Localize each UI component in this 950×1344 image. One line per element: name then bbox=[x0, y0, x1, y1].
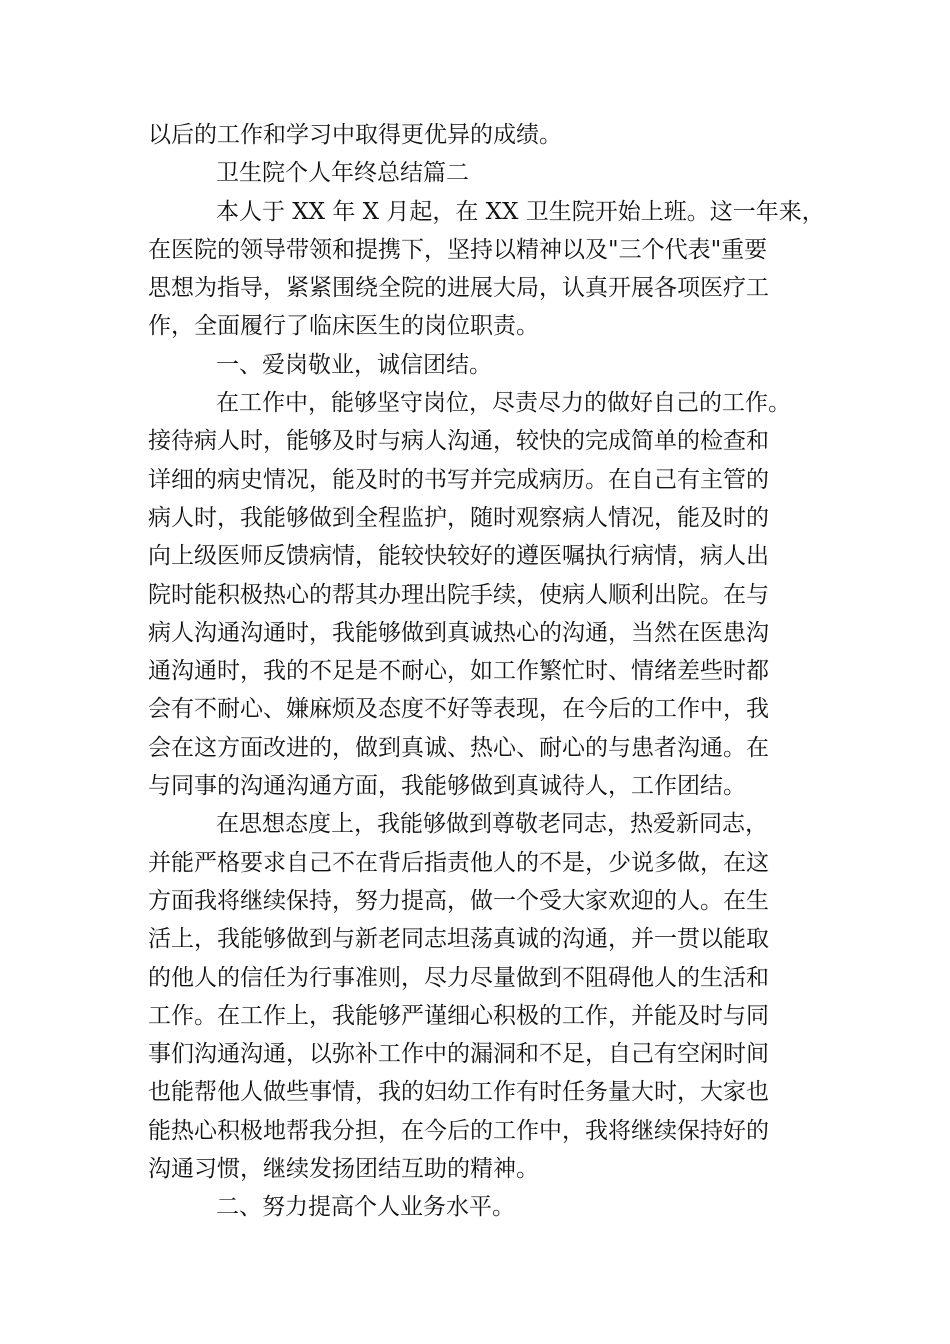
paragraph-line: 向上级医师反馈病情，能较快较好的遵医嘱执行病情，病人出 bbox=[148, 543, 769, 570]
paragraph-line: 作，全面履行了临床医生的岗位职责。 bbox=[148, 313, 539, 340]
paragraph-first-line: 在工作中，能够坚守岗位，尽责尽力的做好自己的工作。 bbox=[216, 390, 791, 417]
paragraph-line: 病人时，我能够做到全程监护，随时观察病人情况，能及时的 bbox=[148, 504, 769, 531]
paragraph-line: 院时能积极热心的帮其办理出院手续，使病人顺利出院。在与 bbox=[148, 581, 769, 608]
paragraph-line: 能热心积极地帮我分担，在今后的工作中，我将继续保持好的 bbox=[148, 1117, 769, 1144]
paragraph-line: 方面我将继续保持，努力提高，做一个受大家欢迎的人。在生 bbox=[148, 887, 769, 914]
paragraph-first-line: 二、努力提高个人业务水平。 bbox=[216, 1194, 515, 1221]
paragraph-line: 会在这方面改进的，做到真诚、热心、耐心的与患者沟通。在 bbox=[148, 734, 769, 761]
paragraph-line: 并能严格要求自己不在背后指责他人的不是，少说多做，在这 bbox=[148, 849, 769, 876]
paragraph-first-line: 在思想态度上，我能够做到尊敬老同志，热爱新同志， bbox=[216, 811, 768, 838]
paragraph-line: 事们沟通沟通，以弥补工作中的漏洞和不足，自己有空闲时间 bbox=[148, 1041, 769, 1068]
paragraph-first-line: 一、爱岗敬业，诚信团结。 bbox=[216, 351, 492, 378]
paragraph-line: 活上，我能够做到与新老同志坦荡真诚的沟通，并一贯以能取 bbox=[148, 926, 769, 953]
paragraph-line: 会有不耐心、嫌麻烦及态度不好等表现，在今后的工作中，我 bbox=[148, 696, 769, 723]
paragraph-line: 通沟通时，我的不足是不耐心，如工作繁忙时、情绪差些时都 bbox=[148, 658, 769, 685]
paragraph-line: 思想为指导，紧紧围绕全院的进展大局，认真开展各项医疗工 bbox=[148, 275, 769, 302]
paragraph-line: 以后的工作和学习中取得更优异的成绩。 bbox=[148, 122, 562, 148]
document-body bbox=[148, 116, 825, 1227]
paragraph-line: 也能帮他人做些事情，我的妇幼工作有时任务量大时，大家也 bbox=[148, 1079, 769, 1106]
paragraph-line: 与同事的沟通沟通方面，我能够做到真诚待人，工作团结。 bbox=[148, 773, 746, 800]
paragraph-line: 的他人的信任为行事准则，尽力尽量做到不阻碍他人的生活和 bbox=[148, 964, 769, 991]
paragraph-line: 在医院的领导带领和提携下，坚持以精神以及"三个代表"重要 bbox=[148, 236, 768, 263]
paragraph-line: 详细的病史情况，能及时的书写并完成病历。在自己有主管的 bbox=[148, 466, 769, 493]
paragraph-line: 工作。在工作上，我能够严谨细心积极的工作，并能及时与同 bbox=[148, 1002, 769, 1029]
paragraph-line: 病人沟通沟通时，我能够做到真诚热心的沟通，当然在医患沟 bbox=[148, 619, 769, 646]
paragraph-first-line: 本人于 XX 年 X 月起，在 XX 卫生院开始上班。这一年来， bbox=[216, 198, 825, 225]
paragraph-line: 沟通习惯，继续发扬团结互助的精神。 bbox=[148, 1156, 539, 1183]
paragraph-line: 接待病人时，能够及时与病人沟通，较快的完成简单的检查和 bbox=[148, 428, 769, 455]
paragraph-first-line: 卫生院个人年终总结篇二 bbox=[216, 160, 469, 187]
